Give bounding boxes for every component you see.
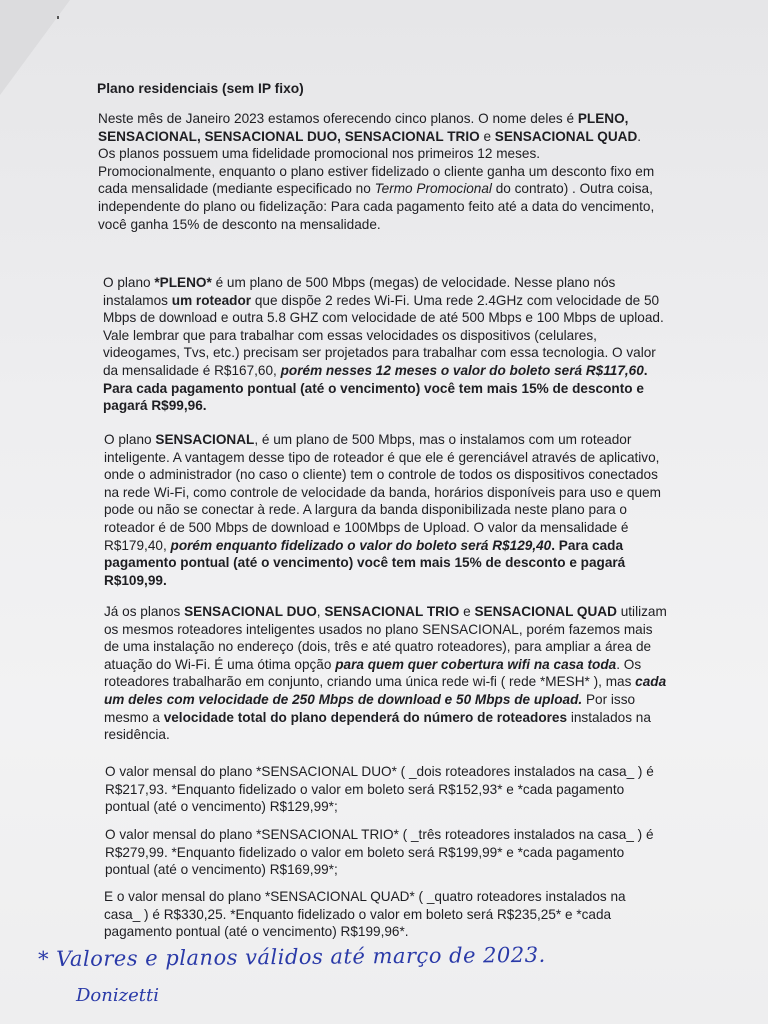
plan-name-quad-bold: SENSACIONAL QUAD xyxy=(494,128,638,144)
handwritten-signature: Donizetti xyxy=(76,985,159,1006)
text-run: . Os planos possuem uma fidelidade promocional nos primeiros 12 meses. Promocionalmente, enquanto o plano estiver fidelizado o cliente ganha um desconto fixo em cada mensalidade (mediante especificado no xyxy=(98,128,655,197)
mesh-plans-paragraph xyxy=(104,603,669,744)
duo-price-paragraph: O valor mensal do plano *SENSACIONAL DUO* ( _dois roteadores instalados na casa_ ) é R$217,93. *Enquanto fidelizado o valor em boleto será R$152,93* e *cada pagamento pontual (até o vencimento) R$129,99*; xyxy=(105,764,654,815)
total-speed-highlight: velocidade total do plano dependerá do número de roteadores xyxy=(163,709,568,725)
text-run: Por isso mesmo a xyxy=(104,691,636,725)
quad-price-paragraph: E o valor mensal do plano *SENSACIONAL QUAD* ( _quatro roteadores instalados na casa_ ) é R$330,25. *Enquanto fidelizado o valor em boleto será R$235,25* e *cada pagamento pontual (até o vencimento) R$199,96*. xyxy=(104,889,626,940)
text-run: Já os planos xyxy=(104,604,185,619)
coverage-highlight: para quem quer cobertura wifi na casa toda xyxy=(335,656,617,672)
document-title: Plano residenciais (sem IP fixo) xyxy=(97,81,304,96)
text-run: utilizam os mesmos roteadores inteligentes usados no plano SENSACIONAL, porém fazemos mais de uma instalação no endereço (dois, três e até quatro roteadores), para ampliar a área de atuação do Wi-Fi. É uma ótima opção xyxy=(104,604,667,672)
sensacional-discount-price: . Para cada pagamento pontual (até o vencimento) você tem mais 15% de desconto e pagará R$109,99. xyxy=(104,537,626,588)
text-run: instalados na residência. xyxy=(104,709,651,743)
text-run: , é um plano de 500 Mbps, mas o instalamos com um roteador inteligente. A vantagem desse tipo de roteador é que ele é gerenciável através de aplicativo, onde o administrador (no caso o cliente) tem o controle de todos os dispositivos conectados na rede Wi-Fi, como controle de velocidade da banda, horários disponíveis para uso e quem pode ou não se conectar à rede. A largura da banda disponibilizada neste plano para o roteador é de 500 Mbps de download e 100Mbps de Upload. O valor da mensalidade é R$179,40, xyxy=(104,432,661,553)
plan-trio-bold: SENSACIONAL TRIO xyxy=(324,604,460,619)
pleno-paragraph xyxy=(103,274,668,415)
plan-duo-bold: SENSACIONAL DUO xyxy=(184,604,317,619)
sensacional-paragraph xyxy=(104,431,669,589)
pleno-promo-price: porém nesses 12 meses o valor do boleto será R$117,60 xyxy=(280,362,644,378)
text-run: do contrato) . Outra coisa, independente do plano ou fidelização: Para cada pagamento feito até a data do vencimento, você ganha 15% de desconto na mensalidade. xyxy=(98,181,655,232)
plan-quad-bold: SENSACIONAL QUAD xyxy=(474,604,617,619)
plan-names-bold: PLENO, SENSACIONAL, SENSACIONAL DUO, SENSACIONAL TRIO xyxy=(98,111,629,144)
page-corner-shadow xyxy=(0,0,70,95)
paper-speck xyxy=(57,16,59,19)
text-run: Neste mês de Janeiro 2023 estamos oferecendo cinco planos. O nome deles é xyxy=(98,111,578,126)
pleno-discount-price: . Para cada pagamento pontual (até o vencimento) você tem mais 15% de desconto e pagará R$99,96. xyxy=(103,362,648,414)
plan-sensacional-bold: SENSACIONAL xyxy=(155,432,255,447)
text-run: , xyxy=(316,604,325,619)
text-run: e xyxy=(479,128,495,144)
text-run: . Os roteadores trabalharão em conjunto, criando uma única rede wi-fi ( rede *MESH* ), mas xyxy=(104,656,642,690)
intro-paragraph xyxy=(98,110,658,233)
sensacional-promo-price: porém enquanto fidelizado o valor do boleto será R$129,40 xyxy=(170,537,552,553)
speed-highlight: cada um deles com velocidade de 250 Mbps de download e 50 Mbps de upload. xyxy=(104,674,667,707)
plan-pleno-bold: *PLENO* xyxy=(154,275,212,290)
um-roteador-bold: um roteador xyxy=(171,292,252,308)
text-run: O plano xyxy=(104,432,156,447)
text-run: que dispõe 2 redes Wi-Fi. Uma rede 2.4GHz com velocidade de 50 Mbps de download e outra 5.8 GHZ com velocidade de até 500 Mbps e 100 Mbps de upload. Vale lembrar que para trabalhar com essas velocidades os dispositivos (celulares, videogames, Tvs, etc.) precisam ser projetados para trabalhar com essa tecnologia. O valor da mensalidade é R$167,60, xyxy=(103,292,664,378)
termo-promocional-italic: Termo Promocional xyxy=(374,181,492,197)
handwritten-validity-note: * Valores e planos válidos até março de 2023. xyxy=(37,942,546,972)
text-run: e xyxy=(459,604,475,619)
text-run: O plano xyxy=(103,275,155,290)
trio-price-paragraph: O valor mensal do plano *SENSACIONAL TRIO* ( _três roteadores instalados na casa_ ) é R$279,99. *Enquanto fidelizado o valor em boleto será R$199,99* e *cada pagamento pontual (até o vencimento) R$169,99*; xyxy=(105,827,654,878)
text-run: é um plano de 500 Mbps (megas) de velocidade. Nesse plano nós instalamos xyxy=(103,275,616,308)
